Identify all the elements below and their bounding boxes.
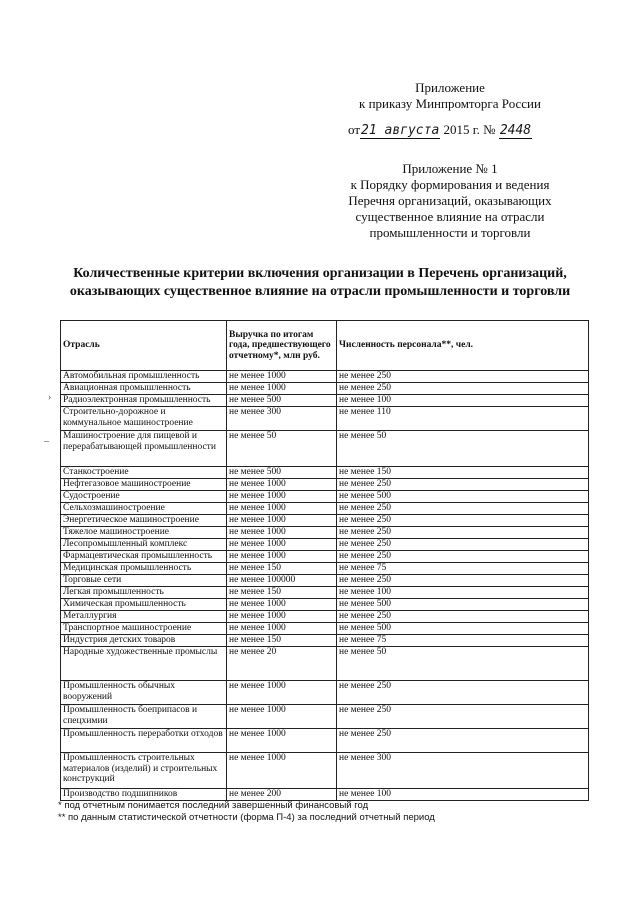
revenue-cell: не менее 1000 [227, 539, 337, 551]
table-row [61, 635, 589, 647]
revenue-cell: не менее 1000 [227, 371, 337, 383]
table-row [61, 705, 589, 729]
title-line-2: оказывающих существенное влияние на отрасли промышленности и торговли [69, 284, 571, 299]
industry-cell: Промышленность обычных вооружений [61, 681, 227, 705]
staff-cell: не менее 250 [337, 479, 589, 491]
staff-cell: не менее 250 [337, 383, 589, 395]
staff-cell: не менее 250 [337, 371, 589, 383]
order-date-handwritten: 21 августа [361, 123, 440, 138]
table-row [61, 383, 589, 395]
table-row [61, 611, 589, 623]
order-line [348, 122, 532, 138]
industry-cell: Сельхозмашиностроение [61, 503, 227, 515]
footnotes [58, 800, 435, 824]
table-row [61, 575, 589, 587]
revenue-cell: не менее 1000 [227, 681, 337, 705]
staff-cell: не менее 500 [337, 599, 589, 611]
footnote-2: ** по данным статистической отчетности (форма П-4) за последний отчетный период [58, 812, 435, 823]
staff-cell: не менее 250 [337, 611, 589, 623]
industry-cell: Тяжелое машиностроение [61, 527, 227, 539]
staff-cell: не менее 500 [337, 491, 589, 503]
appendix-1-line3: Перечня организаций, оказывающих [348, 193, 552, 208]
revenue-cell: не менее 1000 [227, 611, 337, 623]
staff-cell: не менее 250 [337, 527, 589, 539]
table-row [61, 467, 589, 479]
table-row [61, 623, 589, 635]
table-row [61, 753, 589, 789]
document-title [40, 265, 600, 301]
table-row [61, 371, 589, 383]
staff-cell: не менее 150 [337, 467, 589, 479]
revenue-cell: не менее 1000 [227, 479, 337, 491]
order-number-handwritten: 2448 [499, 123, 532, 138]
industry-cell: Производство подшипников [61, 789, 227, 801]
staff-cell: не менее 75 [337, 635, 589, 647]
table-row [61, 503, 589, 515]
industry-cell: Народные художественные промыслы [61, 647, 227, 681]
revenue-cell: не менее 300 [227, 407, 337, 431]
order-year: 2015 г. № [443, 122, 496, 137]
revenue-cell: не менее 1000 [227, 503, 337, 515]
revenue-cell: не менее 200 [227, 789, 337, 801]
revenue-cell: не менее 1000 [227, 599, 337, 611]
industry-cell: Энергетическое машиностроение [61, 515, 227, 527]
industry-cell: Индустрия детских товаров [61, 635, 227, 647]
appendix-header [330, 80, 570, 112]
table-row [61, 539, 589, 551]
table-body [61, 371, 589, 801]
staff-cell: не менее 50 [337, 431, 589, 467]
margin-mark: › [48, 392, 52, 403]
table-row [61, 395, 589, 407]
industry-cell: Строительно-дорожное и коммунальное машиностроение [61, 407, 227, 431]
revenue-cell: не менее 1000 [227, 491, 337, 503]
table-row [61, 789, 589, 801]
industry-cell: Промышленность строительных материалов (изделий) и строительных конструкций [61, 753, 227, 789]
table-row [61, 647, 589, 681]
staff-cell: не менее 250 [337, 575, 589, 587]
revenue-cell: не менее 1000 [227, 705, 337, 729]
appendix-1-title: Приложение № 1 [402, 161, 498, 176]
table-header-row [61, 321, 589, 371]
staff-cell: не менее 250 [337, 539, 589, 551]
industry-cell: Станкостроение [61, 467, 227, 479]
staff-cell: не менее 100 [337, 789, 589, 801]
table-row [61, 479, 589, 491]
table-row [61, 681, 589, 705]
industry-cell: Радиоэлектронная промышленность [61, 395, 227, 407]
header-industry: Отрасль [61, 321, 227, 371]
table-row [61, 599, 589, 611]
revenue-cell: не менее 1000 [227, 527, 337, 539]
industry-cell: Промышленность переработки отходов [61, 729, 227, 753]
table-row [61, 729, 589, 753]
industry-cell: Машиностроение для пищевой и перерабатывающей промышленности [61, 431, 227, 467]
appendix-1-block [330, 161, 570, 241]
order-reference: к приказу Минпромторга России [359, 96, 541, 111]
revenue-cell: не менее 1000 [227, 729, 337, 753]
title-line-1: Количественные критерии включения организации в Перечень организаций, [73, 266, 567, 281]
criteria-table [60, 320, 589, 801]
staff-cell: не менее 100 [337, 395, 589, 407]
table-row [61, 515, 589, 527]
revenue-cell: не менее 1000 [227, 551, 337, 563]
table-row [61, 563, 589, 575]
industry-cell: Химическая промышленность [61, 599, 227, 611]
table-row [61, 551, 589, 563]
industry-cell: Автомобильная промышленность [61, 371, 227, 383]
staff-cell: не менее 110 [337, 407, 589, 431]
revenue-cell: не менее 150 [227, 635, 337, 647]
revenue-cell: не менее 50 [227, 431, 337, 467]
order-prefix: от [348, 122, 361, 137]
appendix-1-line4: существенное влияние на отрасли [355, 209, 545, 224]
staff-cell: не менее 100 [337, 587, 589, 599]
staff-cell: не менее 50 [337, 647, 589, 681]
revenue-cell: не менее 500 [227, 395, 337, 407]
revenue-cell: не менее 1000 [227, 623, 337, 635]
revenue-cell: не менее 150 [227, 587, 337, 599]
revenue-cell: не менее 150 [227, 563, 337, 575]
industry-cell: Металлургия [61, 611, 227, 623]
staff-cell: не менее 500 [337, 623, 589, 635]
appendix-label: Приложение [415, 80, 485, 95]
staff-cell: не менее 75 [337, 563, 589, 575]
staff-cell: не менее 250 [337, 729, 589, 753]
industry-cell: Легкая промышленность [61, 587, 227, 599]
header-staff: Численность персонала**, чел. [337, 321, 589, 371]
staff-cell: не менее 250 [337, 551, 589, 563]
industry-cell: Нефтегазовое машиностроение [61, 479, 227, 491]
margin-mark: – [44, 436, 49, 447]
revenue-cell: не менее 20 [227, 647, 337, 681]
industry-cell: Фармацевтическая промышленность [61, 551, 227, 563]
revenue-cell: не менее 1000 [227, 515, 337, 527]
table-row [61, 587, 589, 599]
table-row [61, 527, 589, 539]
footnote-1: * под отчетным понимается последний завершенный финансовый год [58, 800, 369, 811]
industry-cell: Промышленность боеприпасов и спецхимии [61, 705, 227, 729]
revenue-cell: не менее 1000 [227, 753, 337, 789]
staff-cell: не менее 250 [337, 515, 589, 527]
table-row [61, 491, 589, 503]
appendix-1-line2: к Порядку формирования и ведения [350, 177, 550, 192]
appendix-1-line5: промышленности и торговли [369, 225, 531, 240]
table-row [61, 431, 589, 467]
header-revenue: Выручка по итогам года, предшествующего отчетному*, млн руб. [227, 321, 337, 371]
staff-cell: не менее 250 [337, 681, 589, 705]
staff-cell: не менее 250 [337, 503, 589, 515]
industry-cell: Лесопромышленный комплекс [61, 539, 227, 551]
revenue-cell: не менее 100000 [227, 575, 337, 587]
staff-cell: не менее 300 [337, 753, 589, 789]
revenue-cell: не менее 500 [227, 467, 337, 479]
industry-cell: Авиационная промышленность [61, 383, 227, 395]
industry-cell: Транспортное машиностроение [61, 623, 227, 635]
industry-cell: Торговые сети [61, 575, 227, 587]
staff-cell: не менее 250 [337, 705, 589, 729]
industry-cell: Медицинская промышленность [61, 563, 227, 575]
industry-cell: Судостроение [61, 491, 227, 503]
table-row [61, 407, 589, 431]
revenue-cell: не менее 1000 [227, 383, 337, 395]
